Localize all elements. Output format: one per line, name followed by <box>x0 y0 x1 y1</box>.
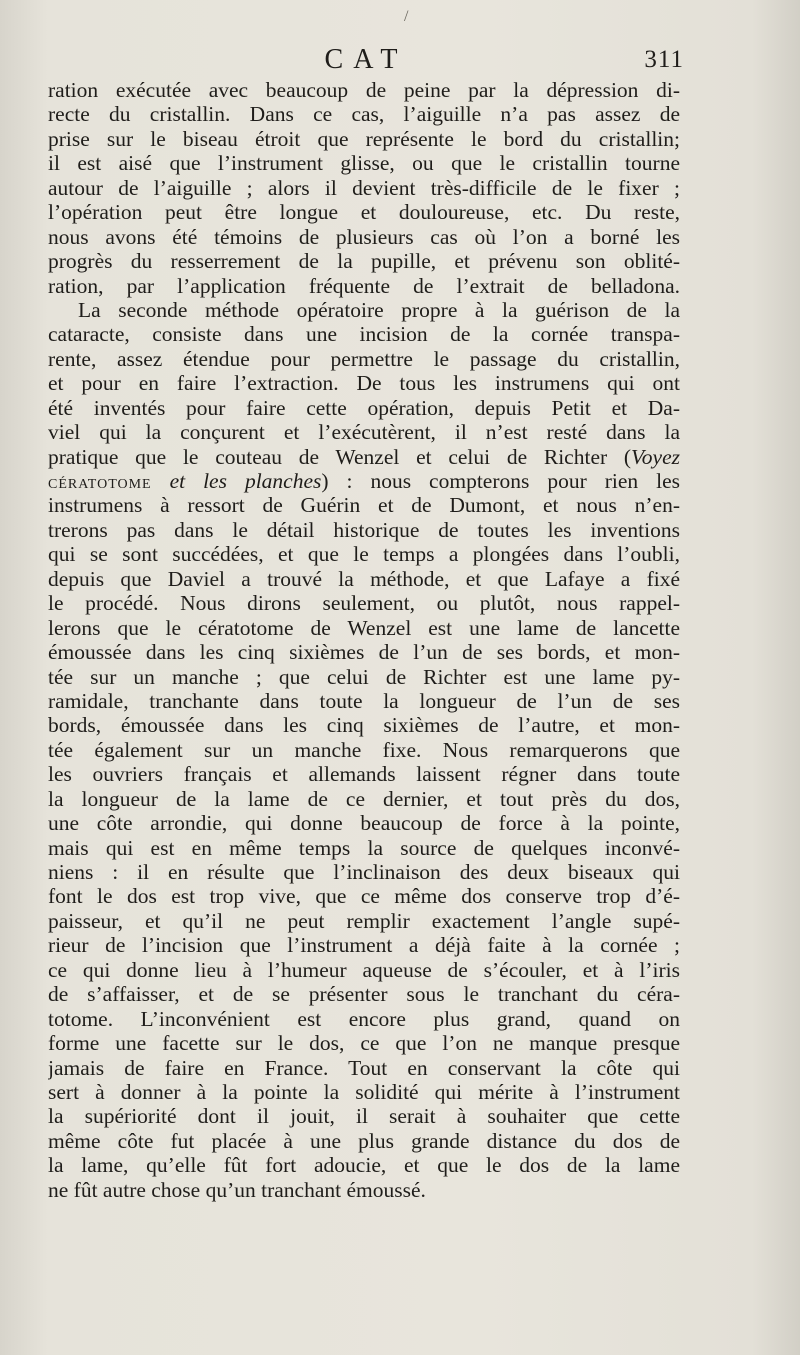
text-line: été inventés pour faire cette opération, depuis Petit et Da- <box>48 395 680 420</box>
running-head <box>48 44 684 78</box>
page-number: 311 <box>644 46 684 73</box>
text-line: instrumens à ressort de Guérin et de Dumont, et nous n’en- <box>48 493 680 518</box>
text-line-ceratotome <box>48 469 680 493</box>
stray-ink-mark: / <box>404 8 409 25</box>
italic-voyez: Voyez <box>631 444 680 469</box>
text-line: jamais de faire en France. Tout en conservant la côte qui <box>48 1055 680 1080</box>
body-text <box>48 78 680 1202</box>
text-line: progrès du resserrement de la pupille, et prévenu son oblité- <box>48 249 680 274</box>
text-line: la supériorité dont il jouit, il serait à souhaiter que cette <box>48 1104 680 1129</box>
paragraph-start-line: La seconde méthode opératoire propre à la guérison de la <box>78 297 680 322</box>
text-line-voyez <box>48 445 680 469</box>
text-line: cataracte, consiste dans une incision de la cornée transpa- <box>48 322 680 347</box>
text-line: ration exécutée avec beaucoup de peine par la dépression di- <box>48 78 680 102</box>
text-line: lerons que le cératotome de Wenzel est une lame de lancette <box>48 615 680 640</box>
text-segment: pratique que le couteau de Wenzel et celui de Richter ( <box>48 444 632 469</box>
text-line: mais qui est en même temps la source de quelques inconvé- <box>48 835 680 860</box>
text-line-final: ne fût autre chose qu’un tranchant émoussé. <box>48 1177 426 1202</box>
text-line: la lame, qu’elle fût fort adoucie, et que le dos de la lame <box>48 1153 680 1178</box>
text-line: ramidale, tranchante dans toute la longueur de l’un de ses <box>48 688 680 713</box>
text-line: de s’affaisser, et de se présenter sous le tranchant du céra- <box>48 982 680 1007</box>
text-line: font le dos est trop vive, que ce même dos conserve trop d’é- <box>48 884 680 909</box>
running-title: CAT <box>324 44 408 75</box>
text-line: rente, assez étendue pour permettre le passage du cristallin, <box>48 346 680 371</box>
text-line: qui se sont succédées, et que le temps a plongées dans l’oubli, <box>48 542 680 567</box>
text-line: forme une facette sur le dos, ce que l’on ne manque presque <box>48 1031 680 1056</box>
text-line: une côte arrondie, qui donne beaucoup de force à la pointe, <box>48 811 680 836</box>
text-line: niens : il en résulte que l’inclinaison des deux biseaux qui <box>48 860 680 884</box>
text-line: autour de l’aiguille ; alors il devient très-difficile de le fixer ; <box>48 175 680 200</box>
text-line: trerons pas dans le détail historique de toutes les inventions <box>48 517 680 542</box>
text-line: tée sur un manche ; que celui de Richter est une lame py- <box>48 664 680 689</box>
text-line: paisseur, et qu’il ne peut remplir exactement l’angle supé- <box>48 908 680 933</box>
text-line: recte du cristallin. Dans ce cas, l’aiguille n’a pas assez de <box>48 102 680 127</box>
text-line: prise sur le biseau étroit que représente le bord du cristallin; <box>48 126 680 151</box>
text-line: même côte fut placée à une plus grande distance du dos de <box>48 1128 680 1153</box>
text-line: et pour en faire l’extraction. De tous les instrumens qui ont <box>48 371 680 396</box>
italic-planches: et les planches <box>169 469 322 493</box>
text-line: il est aisé que l’instrument glisse, ou que le cristallin tourne <box>48 151 680 176</box>
text-line: les ouvriers français et allemands laissent régner dans toute <box>48 762 680 787</box>
text-line: viel qui la conçurent et l’exécutèrent, il n’est resté dans la <box>48 420 680 445</box>
text-line: l’opération peut être longue et douloureuse, etc. Du reste, <box>48 200 680 225</box>
text-segment: ) : nous compterons pour rien les <box>321 469 680 493</box>
text-line: émoussée dans les cinq sixièmes de l’un de ses bords, et mon- <box>48 640 680 665</box>
text-line: rieur de l’incision que l’instrument a déjà faite à la cornée ; <box>48 933 680 958</box>
text-line: totome. L’inconvénient est encore plus grand, quand on <box>48 1006 680 1031</box>
text-line: ration, par l’application fréquente de l’extrait de belladona. <box>48 273 680 298</box>
text-line: tée également sur un manche fixe. Nous remarquerons que <box>48 737 680 762</box>
text-line: ce qui donne lieu à l’humeur aqueuse de s’écouler, et à l’iris <box>48 957 680 982</box>
text-line: sert à donner à la pointe la solidité qui mérite à l’instrument <box>48 1079 680 1104</box>
text-line: nous avons été témoins de plusieurs cas où l’on a borné les <box>48 224 680 249</box>
text-line: bords, émoussée dans les cinq sixièmes de l’autre, et mon- <box>48 713 680 738</box>
text-line: la longueur de la lame de ce dernier, et tout près du dos, <box>48 786 680 811</box>
smallcaps-ceratotome: CÉRATOTOME <box>48 477 152 492</box>
text-line: le procédé. Nous dirons seulement, ou plutôt, nous rappel- <box>48 591 680 616</box>
text-line: depuis que Daviel a trouvé la méthode, et que Lafaye a fixé <box>48 566 680 591</box>
